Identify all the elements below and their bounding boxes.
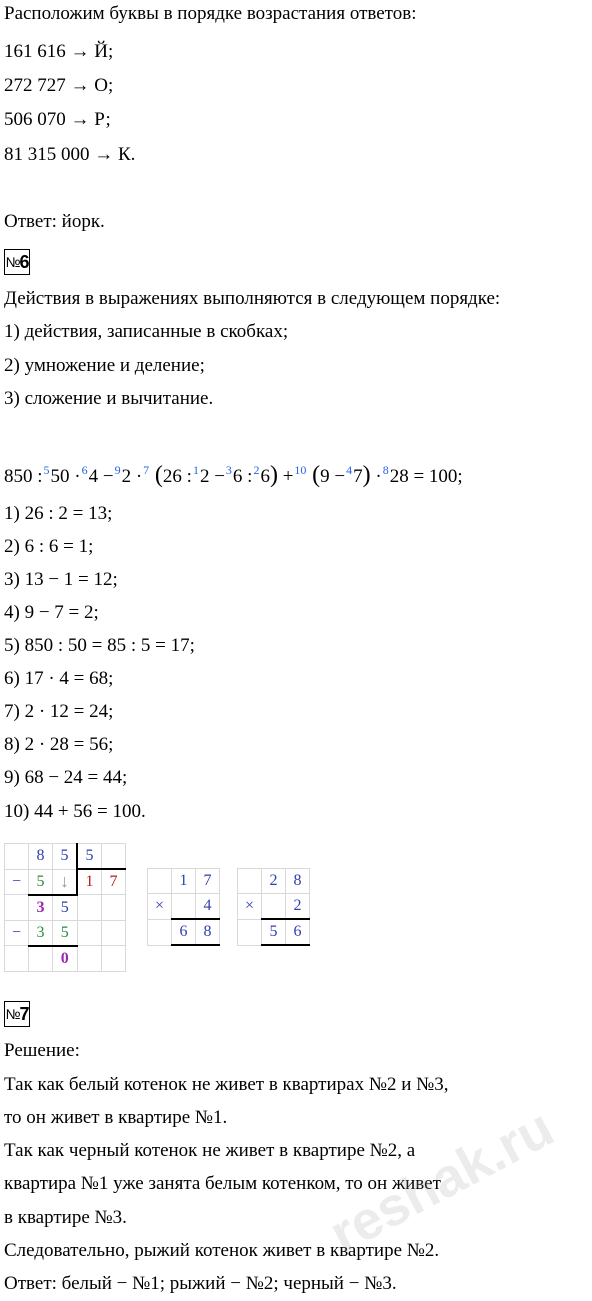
expr-term: 2 ·: [121, 466, 143, 487]
expr-term: 50 ·: [50, 466, 81, 487]
badge-prefix: №: [5, 254, 20, 270]
task-6-badge: [4, 249, 30, 275]
multiplication-17x4: [147, 868, 220, 946]
long-division: [4, 843, 126, 972]
step-line: 7) 2 · 12 = 24;: [4, 701, 114, 722]
solution-line: то он живет в квартире №1.: [4, 1107, 228, 1128]
solution-line: Так как черный котенок не живет в квартире №2, а: [4, 1140, 416, 1161]
digit: 7: [196, 869, 220, 894]
step-line: 6) 17 · 4 = 68;: [4, 668, 114, 689]
expr-term: ·: [375, 466, 382, 487]
times-sign: ×: [238, 894, 262, 920]
digit: 6: [172, 919, 196, 945]
badge-prefix: №: [5, 1006, 20, 1022]
step-index: 2: [253, 463, 260, 477]
step-index: 10: [294, 463, 307, 477]
step-index: 4: [346, 463, 353, 477]
solution-line: Решение:: [4, 1040, 80, 1061]
order-line: 81 315 000 → К.: [4, 144, 136, 165]
paren: (: [312, 462, 321, 488]
task-7-badge: [4, 1001, 30, 1027]
digit: 3: [29, 920, 53, 946]
expr-term: 850 :: [4, 466, 43, 487]
digit: 8: [196, 919, 220, 945]
digit: 4: [196, 894, 220, 920]
expr-term: 7: [353, 466, 363, 487]
digit: 5: [77, 844, 102, 870]
expr-term: 26 :: [162, 466, 192, 487]
minus-sign: −: [5, 869, 29, 895]
digit: 8: [286, 869, 310, 894]
step-line: 4) 9 − 7 = 2;: [4, 602, 99, 623]
rule-item: 3) сложение и вычитание.: [4, 388, 214, 409]
solution-line: квартира №1 уже занята белым котенком, то он живет: [4, 1173, 441, 1194]
answer-7: Ответ: белый − №1; рыжий − №2; черный − №3.: [4, 1273, 397, 1294]
expr-term: 6: [260, 466, 270, 487]
step-line: 10) 44 + 56 = 100.: [4, 801, 146, 822]
down-arrow-icon: ↓: [53, 869, 78, 895]
digit: 6: [286, 919, 310, 945]
rules-title: Действия в выражениях выполняются в следующем порядке:: [4, 288, 501, 309]
step-line: 8) 2 · 28 = 56;: [4, 734, 114, 755]
digit: 2: [262, 869, 286, 894]
digit: 1: [77, 869, 102, 895]
intro-text: Расположим буквы в порядке возрастания ответов:: [4, 3, 417, 24]
rule-item: 1) действия, записанные в скобках;: [4, 321, 289, 342]
solution-line: в квартире №3.: [4, 1207, 127, 1228]
digit: 5: [262, 919, 286, 945]
digit: 5: [29, 869, 53, 895]
paren: (: [154, 462, 163, 488]
step-line: 9) 68 − 24 = 44;: [4, 767, 128, 788]
expr-term: 6 :: [232, 466, 253, 487]
expr-term: 2 −: [199, 466, 225, 487]
step-index: 6: [81, 463, 88, 477]
step-index: 1: [192, 463, 199, 477]
expression: [4, 461, 463, 492]
step-index: 5: [43, 463, 50, 477]
order-line: 161 616 → Й;: [4, 41, 114, 62]
step-index: 3: [225, 463, 232, 477]
order-line: 272 727 → О;: [4, 75, 114, 96]
step-line: 3) 13 − 1 = 12;: [4, 569, 118, 590]
order-line: 506 070 → Р;: [4, 109, 111, 130]
paren: ): [362, 462, 371, 488]
rule-item: 2) умножение и деление;: [4, 355, 205, 376]
digit: 1: [172, 869, 196, 894]
expr-term: 4 −: [88, 466, 114, 487]
badge-number: 6: [19, 251, 29, 272]
answer-5: Ответ: йорк.: [4, 211, 105, 232]
multiplication-28x2: [237, 868, 310, 946]
digit: 3: [29, 895, 53, 921]
step-line: 1) 26 : 2 = 13;: [4, 503, 113, 524]
step-line: 5) 850 : 50 = 85 : 5 = 17;: [4, 635, 195, 656]
step-index: 9: [114, 463, 121, 477]
solution-line: Следовательно, рыжий котенок живет в квартире №2.: [4, 1240, 440, 1261]
step-index: 8: [382, 463, 389, 477]
times-sign: ×: [148, 894, 172, 920]
expr-term: +: [282, 466, 294, 487]
digit: 0: [53, 946, 78, 972]
step-index: 7: [143, 463, 150, 477]
digit: 5: [53, 920, 78, 946]
digit: 5: [53, 844, 78, 870]
expr-term: 28 = 100;: [389, 466, 463, 487]
solution-line: Так как белый котенок не живет в квартирах №2 и №3,: [4, 1074, 449, 1095]
digit: 5: [53, 895, 78, 921]
step-line: 2) 6 : 6 = 1;: [4, 536, 94, 557]
watermark-logo: reshak.ru: [320, 1097, 563, 1265]
digit: 2: [286, 894, 310, 920]
paren: ): [269, 462, 278, 488]
expr-term: 9 −: [320, 466, 346, 487]
digit: 8: [29, 844, 53, 870]
digit: 7: [102, 869, 126, 895]
minus-sign: −: [5, 920, 29, 946]
badge-number: 7: [19, 1003, 29, 1024]
